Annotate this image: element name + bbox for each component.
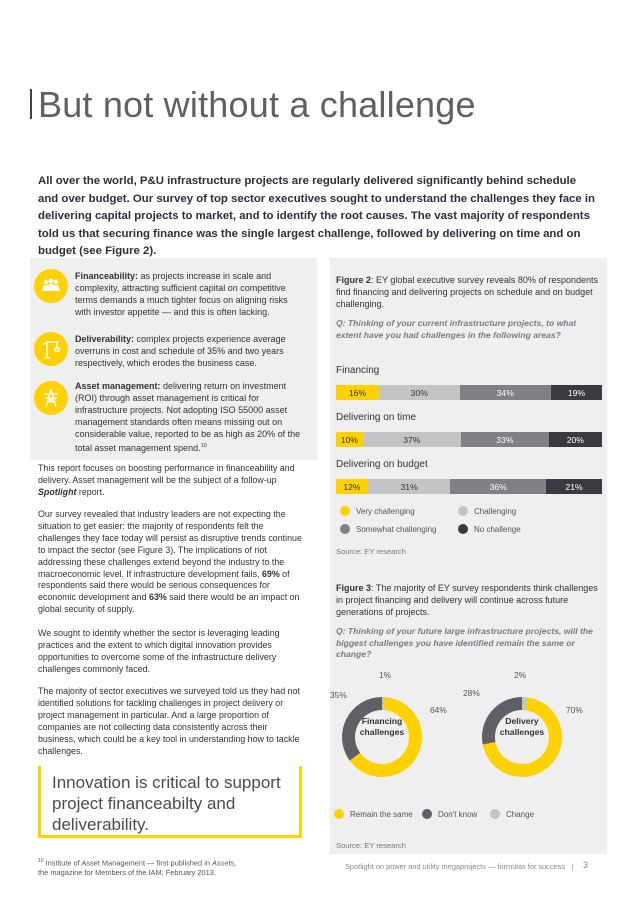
- bar-segment-no-challenge: 21%: [546, 479, 602, 494]
- bullet-deliverability: Deliverability: complex projects experience average overruns in cost and schedule of 35% and two years respectively, which erodes the business case.: [75, 334, 286, 368]
- legend-swatch: [458, 506, 468, 516]
- page-title: But not without a challenge: [38, 84, 476, 125]
- legend-swatch: [340, 506, 350, 516]
- bar-segment-very-challenging: 12%: [336, 479, 368, 494]
- bar-category-label: Financing: [336, 365, 380, 376]
- legend-swatch: [334, 809, 344, 819]
- pylon-icon: [34, 381, 68, 415]
- figure-3-source: Source: EY research: [336, 841, 406, 850]
- bar-segment-no-challenge: 20%: [549, 432, 602, 447]
- page-footer-text: Spotlight on power and utility megaprojects — formulas for success |: [345, 862, 574, 871]
- bar-category-label: Delivering on time: [336, 412, 417, 423]
- crane-icon: [34, 332, 68, 366]
- intro-paragraph: All over the world, P&U infrastructure projects are regularly delivered significantly behind schedule and over budget. Our survey of top sector executives sought to understand the challenges they face in delivering capital projects to market, and to identify the root causes. The vast majority of respondents told us that securing finance was the single largest challenge, followed by delivering on time and on budget (see Figure 2).: [38, 175, 595, 257]
- legend-challenging: Challenging: [458, 506, 516, 516]
- legend-no-challenge: No challenge: [458, 524, 521, 534]
- figure-2-caption: Figure 2: EY global executive survey reveals 80% of respondents find financing and delivering projects on schedule and on budget challenging.: [336, 275, 598, 309]
- figure-2-question: Q: Thinking of your current infrastructure projects, to what extent have you had challenges in the following areas?: [336, 318, 577, 340]
- donut-1-remain-label: 64%: [430, 705, 447, 715]
- bar-segment-somewhat-challenging: 36%: [450, 479, 546, 494]
- bar-segment-challenging: 31%: [368, 479, 450, 494]
- donut-2-title: Delivery challenges: [499, 716, 545, 737]
- bar-segment-somewhat-challenging: 34%: [460, 385, 551, 400]
- bar-segment-very-challenging: 10%: [336, 432, 363, 447]
- legend-swatch: [458, 524, 468, 534]
- callout-text: Innovation is critical to support project financeabilty and deliverability.: [52, 773, 281, 834]
- footnote: $^{10}$ Institute of Asset Management — first published in Assets, the magazine for Members of the IAM, February 2013.: [38, 858, 237, 878]
- stacked-bar: [336, 385, 602, 400]
- page-number: 3: [583, 860, 589, 870]
- figure-2-source: Source: EY research: [336, 547, 406, 556]
- legend-swatch: [490, 809, 500, 819]
- donut-1-title: Financing challenges: [359, 716, 405, 737]
- people-icon: [34, 269, 68, 303]
- donut-1-change-label: 1%: [379, 670, 392, 680]
- legend-somewhat-challenging: Somewhat challenging: [340, 524, 437, 534]
- donut-2-change-label: 2%: [514, 670, 527, 680]
- bar-segment-very-challenging: 16%: [336, 385, 379, 400]
- bar-segment-challenging: 37%: [363, 432, 461, 447]
- legend-remain-the-same: Remain the same: [334, 809, 413, 819]
- legend-very-challenging: Very challenging: [340, 506, 415, 516]
- bullet-financeability: Financeability: as projects increase in scale and complexity, attracting sufficient capital on competitive terms demands a much tighter focus on aligning risks with investor appetite — and this is often lacking.: [75, 271, 288, 317]
- callout-left-bar: [38, 766, 41, 838]
- title-accent-bar: [30, 89, 32, 119]
- stacked-bar: [336, 432, 602, 447]
- bullet-asset-management: Asset management: delivering return on investment (ROI) through asset management is critical for infrastructure projects. Not adopting ISO 55000 asset management standards often means missing out on considerable value, reported to be as high as 20% of the total asset management spend.$^{10}$: [75, 381, 301, 453]
- body-paragraph-2: Our survey revealed that industry leaders are not expecting the situation to get easier: the majority of respondents felt the challenges they face today will persist as disruptive trends continue to impact the sector (see Figure 3). The implications of not addressing these challenges extend beyond the industry to the macroeconomic level. If infrastructure development fails, 69% of respondents said there would be serious consequences for economic development and 63% said there would be an impact on global security of supply.: [38, 509, 302, 615]
- legend-swatch: [422, 809, 432, 819]
- stacked-bar: [336, 479, 602, 494]
- bar-segment-somewhat-challenging: 33%: [461, 432, 549, 447]
- donut-2-remain-label: 70%: [566, 705, 583, 715]
- legend-dont-know: Don't know: [422, 809, 477, 819]
- body-paragraph-3: We sought to identify whether the sector is leveraging leading practices and the extent to which digital innovation provides opportunities to overcome some of the infrastructure delivery challenges commonly faced.: [38, 628, 280, 674]
- body-paragraph-4: The majority of sector executives we surveyed told us they had not identified solutions for tackling challenges in project delivery or project management in particular. And a large proportion of companies are not collecting data consistently across their business, which could be a key tool in understanding how to tackle challenges.: [38, 686, 300, 756]
- figure-3-caption: Figure 3: The majority of EY survey respondents think challenges in project financing and delivery will continue across future generations of projects.: [336, 583, 598, 617]
- bar-segment-no-challenge: 19%: [551, 385, 602, 400]
- body-paragraph-1: This report focuses on boosting performance in financeability and delivery. Asset management will be the subject of a follow-up Spotlight report.: [38, 463, 295, 497]
- donut-1-dontknow-label: 35%: [330, 690, 347, 700]
- donut-2-dontknow-label: 28%: [463, 688, 480, 698]
- bar-segment-challenging: 30%: [379, 385, 460, 400]
- bar-category-label: Delivering on budget: [336, 459, 428, 470]
- legend-swatch: [340, 524, 350, 534]
- figure-3-question: Q: Thinking of your future large infrastructure projects, will the biggest challenges you have identified remain the same or change?: [336, 626, 593, 659]
- legend-change: Change: [490, 809, 534, 819]
